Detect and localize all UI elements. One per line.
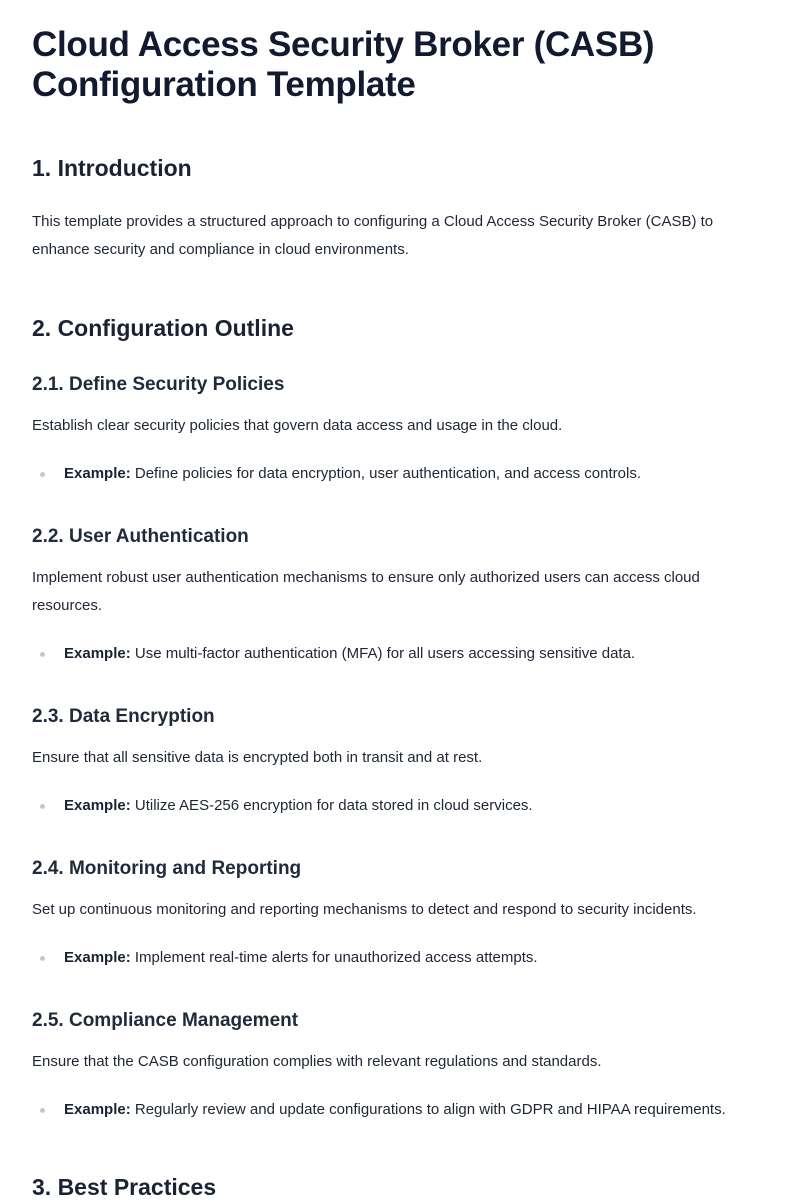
document-title-line-2: Configuration Template	[32, 65, 416, 104]
subsection-heading-monitoring-reporting: 2.4. Monitoring and Reporting	[32, 858, 302, 879]
document-title	[32, 25, 772, 105]
example-label: Example:	[64, 1101, 131, 1118]
subsection-heading-user-authentication: 2.2. User Authentication	[32, 526, 249, 547]
example-text: Utilize AES-256 encryption for data stored in cloud services.	[134, 797, 533, 814]
monitoring-reporting-text: Set up continuous monitoring and reporting mechanisms to detect and respond to security incidents.	[32, 901, 697, 918]
bullet-icon	[40, 804, 45, 809]
subsection-heading-security-policies: 2.1. Define Security Policies	[32, 374, 285, 395]
subsection-heading-compliance-management: 2.5. Compliance Management	[32, 1010, 299, 1031]
document-title-line-1: Cloud Access Security Broker (CASB)	[32, 25, 655, 64]
example-text: Define policies for data encryption, user authentication, and access controls.	[134, 465, 641, 482]
section-heading-best-practices: 3. Best Practices	[32, 1174, 217, 1200]
compliance-management-text: Ensure that the CASB configuration complies with relevant regulations and standards.	[32, 1053, 602, 1070]
example-text: Implement real-time alerts for unauthorized access attempts.	[134, 949, 538, 966]
bullet-icon	[40, 652, 45, 657]
bullet-icon	[40, 1108, 45, 1113]
subsection-heading-data-encryption: 2.3. Data Encryption	[32, 706, 215, 727]
bullet-icon	[40, 472, 45, 477]
bullet-icon	[40, 956, 45, 961]
user-authentication-text: Implement robust user authentication mechanisms to ensure only authorized users can access cloud resources.	[32, 569, 700, 614]
example-text: Regularly review and update configurations to align with GDPR and HIPAA requirements.	[134, 1101, 726, 1118]
section-heading-introduction: 1. Introduction	[32, 155, 192, 181]
example-label: Example:	[64, 797, 131, 814]
security-policies-text: Establish clear security policies that govern data access and usage in the cloud.	[32, 417, 563, 434]
data-encryption-text: Ensure that all sensitive data is encrypted both in transit and at rest.	[32, 749, 483, 766]
introduction-text: This template provides a structured approach to configuring a Cloud Access Security Broker (CASB) to enhance security and compliance in cloud environments.	[32, 213, 714, 258]
example-text: Use multi-factor authentication (MFA) for all users accessing sensitive data.	[134, 645, 636, 662]
example-label: Example:	[64, 949, 131, 966]
section-heading-configuration-outline: 2. Configuration Outline	[32, 315, 294, 341]
example-label: Example:	[64, 645, 131, 662]
example-label: Example:	[64, 465, 131, 482]
